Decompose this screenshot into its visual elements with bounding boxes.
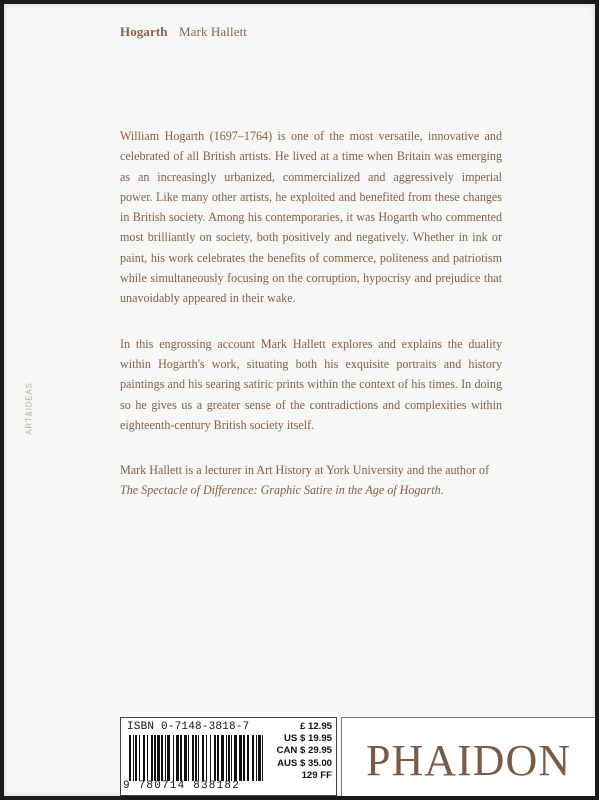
barcode-bar [188, 735, 189, 781]
blurb-paragraph-1: William Hogarth (1697–1764) is one of the most versatile, innovative and celebrated of all British artists. He lived at a time when Britain was emerging as an increasingly urbanized, commercialized and aggressively imperial power. Like many other artists, he exploited and benefited from these changes in British society. Among his contemporaries, it was Hogarth who commented most brilliantly on society, both positively and negatively. Whether in ink or paint, his work celebrates the benefits of commerce, politeness and patriotism while simultaneously focusing on the corruption, hypocrisy and prejudice that unavoidably appeared in their wake. [120, 129, 502, 306]
barcode-digits: 9 780714 838182 [123, 780, 241, 792]
barcode-bar [206, 735, 207, 781]
barcode-bar [151, 735, 153, 781]
barcode-bar [143, 735, 145, 781]
publisher-panel [341, 717, 595, 796]
barcode-bar [133, 735, 134, 781]
barcode-bar [176, 735, 179, 781]
barcode-icon [127, 735, 267, 781]
price-item: 129 FF [301, 769, 332, 781]
barcode-bar [221, 735, 224, 781]
barcode-bar [157, 735, 160, 781]
barcode-bar [239, 735, 242, 781]
barcode-bar [217, 735, 219, 781]
barcode-bar [192, 735, 194, 781]
barcode-bar [226, 735, 227, 781]
price-item: CAN $ 29.95 [276, 745, 332, 757]
barcode-bar [210, 735, 211, 781]
book-title: Hogarth [120, 24, 168, 39]
series-label: ART&IDEAS [24, 382, 34, 435]
barcode-bar [252, 735, 254, 781]
barcode-bar [198, 735, 199, 781]
author-bio [120, 460, 502, 501]
barcode-bar [135, 735, 137, 781]
barcode-bar [214, 735, 216, 781]
price-item: £ 12.95 [299, 721, 332, 732]
barcode-bar [139, 735, 140, 781]
barcode-bar [195, 735, 197, 781]
author-bio-text: Mark Hallett is a lecturer in Art History at York University and the author of [120, 463, 490, 478]
barcode-bar [231, 735, 232, 781]
author-bio-end: . [440, 483, 444, 498]
barcode-bar [129, 735, 131, 781]
barcode-bar [167, 735, 170, 781]
back-cover [4, 4, 595, 796]
barcode-bar [262, 735, 263, 781]
barcode-bar [154, 735, 156, 781]
price-item: AUS $ 35.00 [277, 757, 332, 769]
barcode-bar [165, 735, 166, 781]
barcode-panel [120, 717, 337, 796]
cover-header [120, 24, 247, 40]
barcode-bar [180, 735, 182, 781]
price-list [277, 721, 332, 782]
barcode-bar [243, 735, 245, 781]
author-bio-book-title: The Spectacle of Difference: Graphic Satire in the Age of Hogarth [120, 483, 441, 498]
price-item: US $ 19.95 [283, 733, 332, 745]
barcode-bar [173, 735, 174, 781]
barcode-bar [161, 735, 163, 781]
barcode-bar [258, 735, 261, 781]
barcode-bar [256, 735, 257, 781]
barcode-bar [184, 735, 187, 781]
isbn-text: ISBN 0-7148-3818-7 [127, 721, 250, 733]
barcode-bar [247, 735, 249, 781]
book-author: Mark Hallett [179, 24, 247, 39]
publisher-logo: PHAIDON [366, 735, 571, 785]
barcode-bar [234, 735, 237, 781]
barcode-bar [147, 735, 148, 781]
barcode-bar [228, 735, 230, 781]
barcode-bar [202, 735, 204, 781]
blurb [120, 126, 502, 526]
blurb-paragraph-2: In this engrossing account Mark Hallett explores and explains the duality within Hogarth's work, situating both his exquisite portraits and history paintings and his searing satiric prints within the context of his times. In doing so he gives us a greater sense of the contradictions and complexities within eighteenth-century British society itself. [120, 336, 502, 432]
